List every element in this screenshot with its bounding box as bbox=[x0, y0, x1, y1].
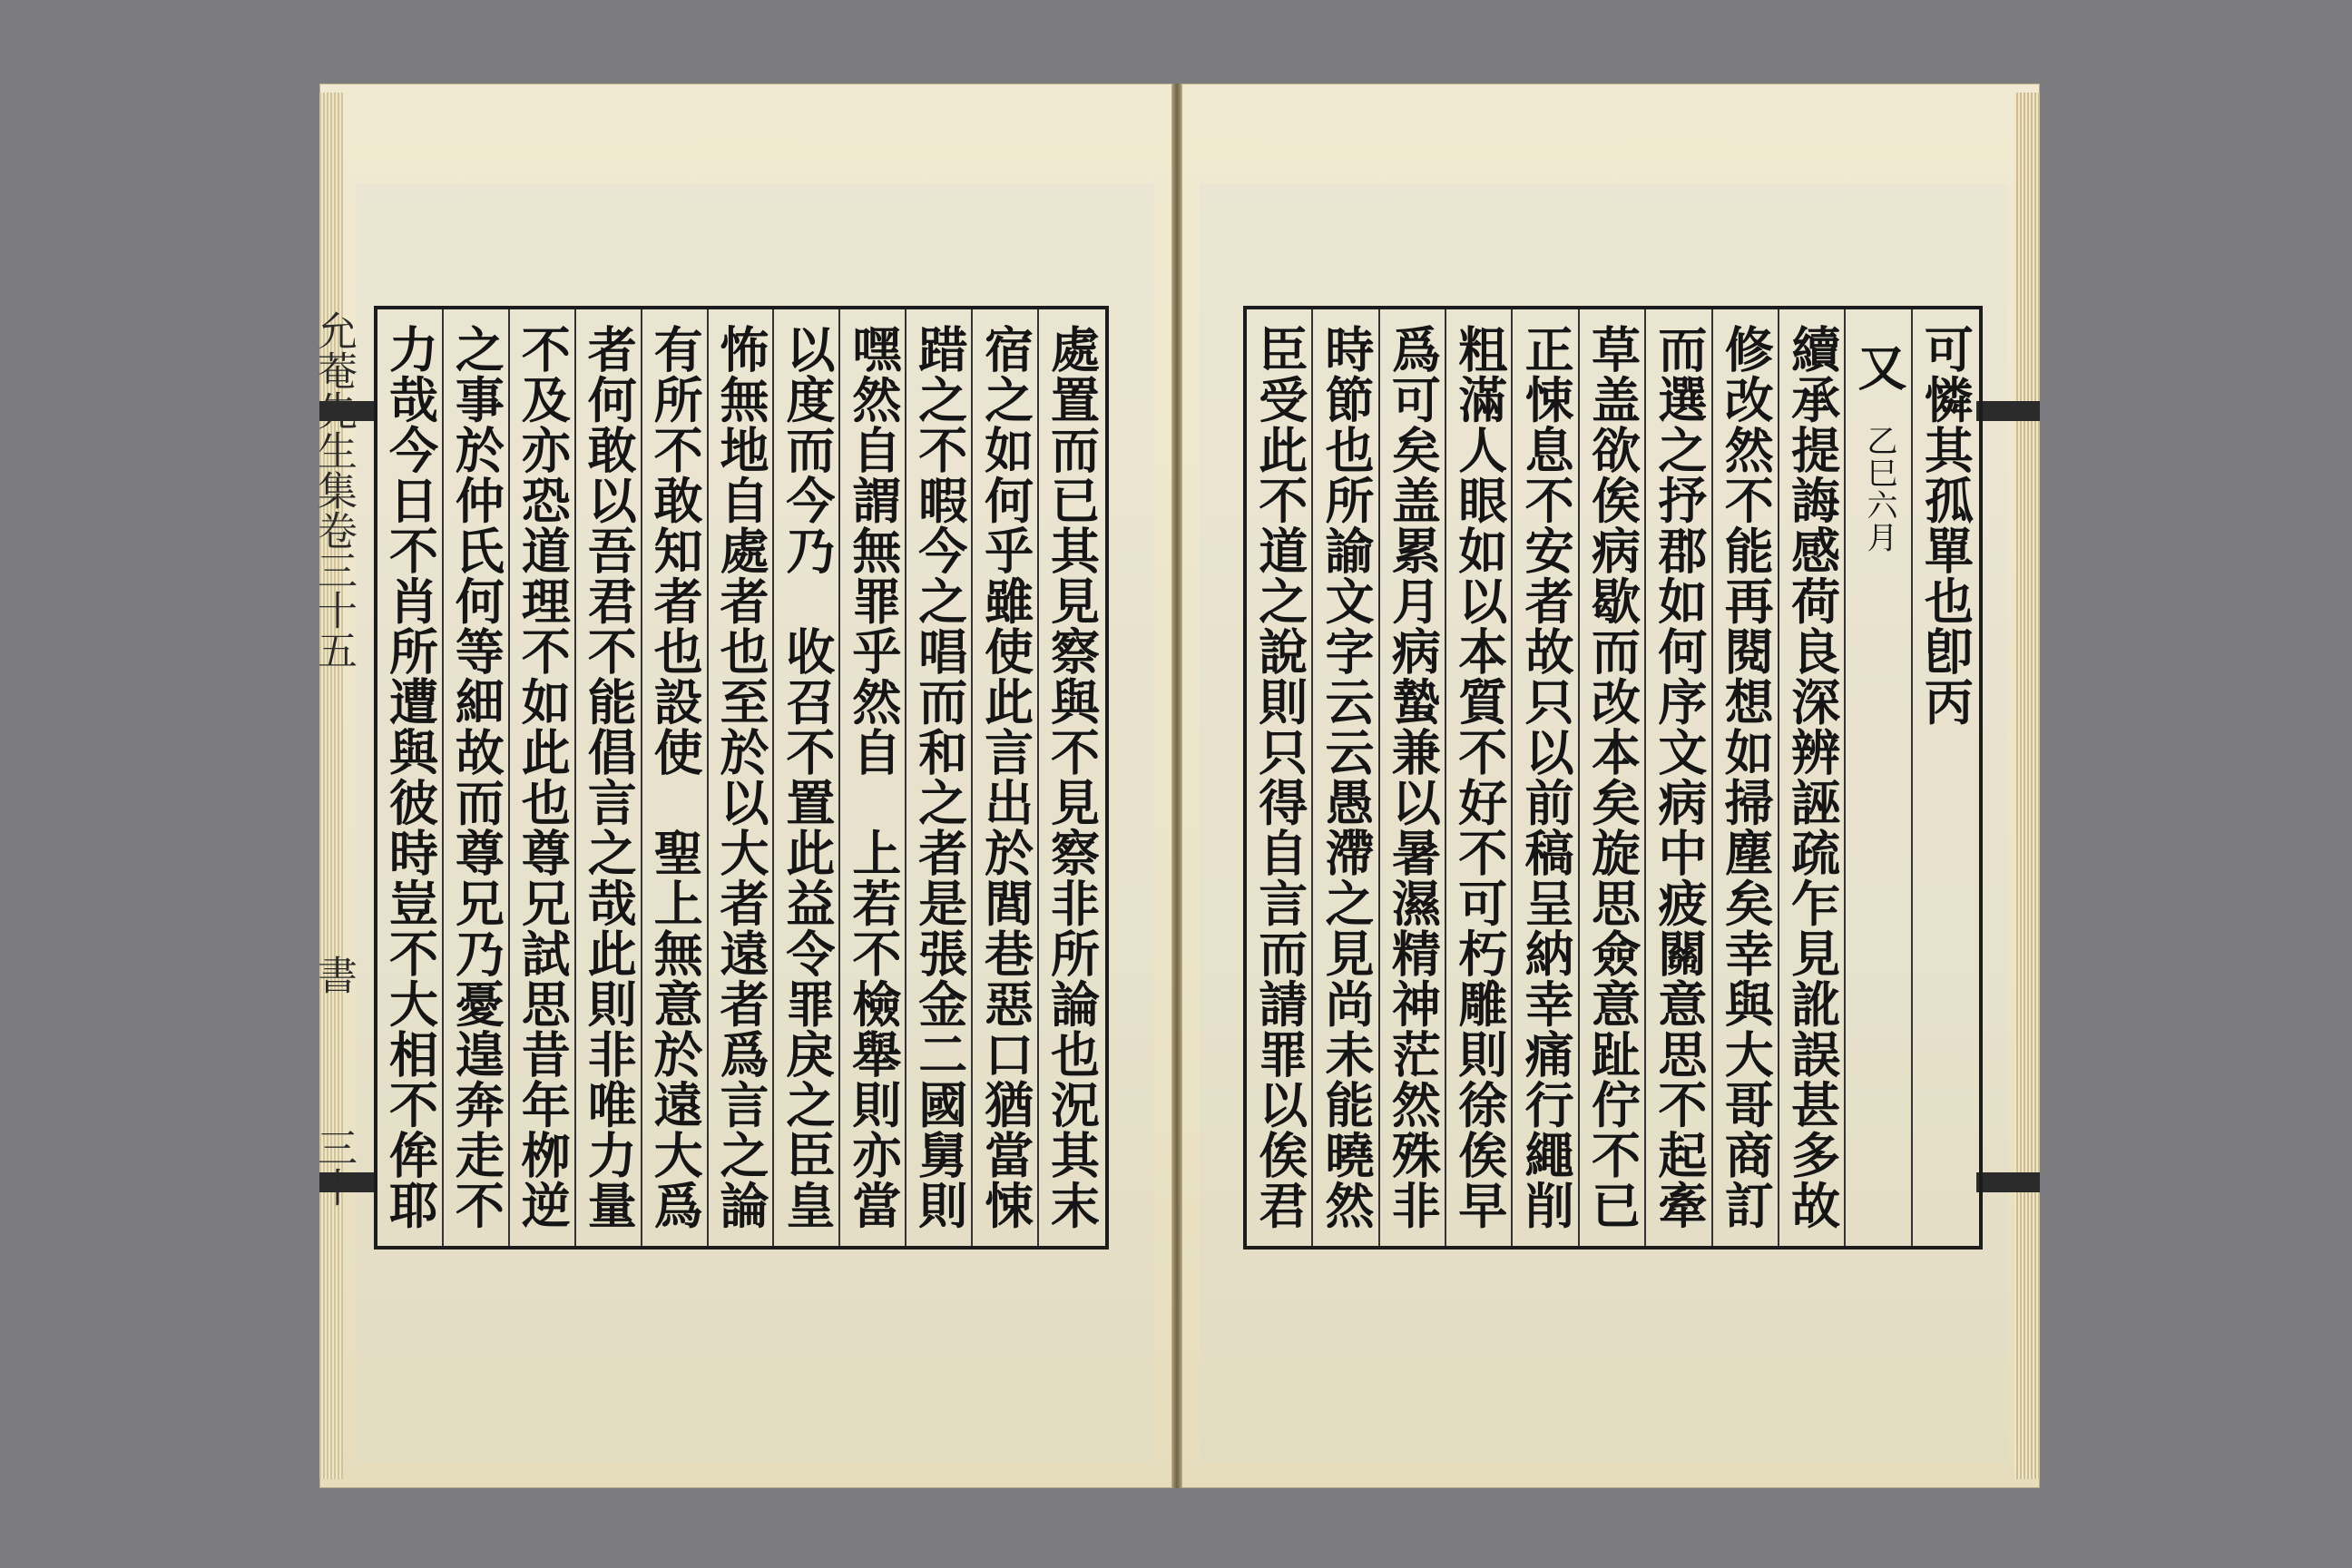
text-column: 有所不敢知者也設使 聖上無意於遠大爲 bbox=[646, 324, 705, 1230]
text-column: 之事於仲氏何等細故而尊兄乃憂遑奔走不 bbox=[447, 324, 506, 1230]
text-column: 不及亦恐道理不如此也尊兄試思昔年栁逆 bbox=[514, 324, 573, 1230]
column-rule bbox=[1311, 309, 1313, 1246]
text-column: 以度而今乃 收召不置此益令罪戾之臣皇 bbox=[778, 324, 837, 1230]
date-note: 乙巳六月 bbox=[1860, 392, 1897, 554]
column-rule bbox=[707, 309, 709, 1246]
left-text-frame bbox=[374, 306, 1109, 1250]
text-column: 時節也所諭文字云云愚滯之見尚未能曉然 bbox=[1318, 324, 1377, 1230]
column-rule bbox=[971, 309, 973, 1246]
column-rule bbox=[1711, 309, 1713, 1246]
column-rule bbox=[1911, 309, 1913, 1246]
margin-section: 書 bbox=[310, 955, 357, 995]
text-column: 力哉今日不肖所遭與彼時豈不大相不侔耶 bbox=[381, 324, 440, 1230]
text-column: 粗滿人眼如以本質不好不可朽雕則徐俟早 bbox=[1450, 324, 1509, 1230]
column-rule bbox=[838, 309, 840, 1246]
column-rule bbox=[1578, 309, 1580, 1246]
text-column: 臣受此不道之說則只得自言而請罪以俟君 bbox=[1250, 324, 1309, 1230]
text-column: 爲可矣盖累月病蟄兼以暑濕精神茫然殊非 bbox=[1384, 324, 1443, 1230]
column-rule bbox=[641, 309, 642, 1246]
binding-tie bbox=[1976, 401, 2040, 421]
text-column: 踖之不暇今之唱而和之者是張金二國舅則 bbox=[910, 324, 969, 1230]
right-page-edge bbox=[2014, 93, 2040, 1479]
margin-folio: 三十 bbox=[310, 1127, 357, 1207]
text-column: 處置而已其見察與不見察非所論也況其末 bbox=[1043, 324, 1102, 1230]
text-column: 續承提誨感荷良深辨誣疏乍見訛誤甚多故 bbox=[1783, 324, 1842, 1230]
column-rule bbox=[1778, 309, 1779, 1246]
text-column: 正悚息不安者故只以前稿呈納幸痛行繩削 bbox=[1517, 324, 1576, 1230]
text-column: 又 乙巳六月 bbox=[1849, 342, 1908, 554]
column-rule bbox=[772, 309, 774, 1246]
column-rule bbox=[1844, 309, 1846, 1246]
right-text-frame bbox=[1243, 306, 1983, 1250]
column-rule bbox=[905, 309, 906, 1246]
text-column: 而選之抒郡如何序文病中疲關意思不起牽 bbox=[1650, 324, 1709, 1230]
text-column: 嘿然自謂無罪乎然自 上若不檢舉則亦當 bbox=[844, 324, 903, 1230]
text-column: 可憐其孤單也卽丙 bbox=[1916, 324, 1975, 727]
open-book bbox=[309, 83, 2051, 1488]
right-page bbox=[1181, 83, 2040, 1488]
binding-tie bbox=[1976, 1172, 2040, 1192]
text-column: 修改然不能再閱想如掃塵矣幸與大哥商訂 bbox=[1717, 324, 1776, 1230]
text-column: 宿之如何乎雖使此言出於閭巷惡口猶當悚 bbox=[976, 324, 1035, 1230]
column-rule bbox=[1511, 309, 1513, 1246]
book-gutter bbox=[1172, 83, 1181, 1488]
column-rule bbox=[442, 309, 444, 1246]
text-column: 者何敢以吾君不能倡言之哉此則非唯力量 bbox=[580, 324, 639, 1230]
column-rule bbox=[508, 309, 510, 1246]
column-rule bbox=[1445, 309, 1446, 1246]
text-column: 草盖欲俟病歇而改本矣旋思僉意趾佇不已 bbox=[1583, 324, 1642, 1230]
left-page bbox=[310, 83, 1172, 1488]
column-rule bbox=[1644, 309, 1646, 1246]
text-column: 怖無地自處者也至於以大者遠者爲言之論 bbox=[712, 324, 770, 1230]
column-rule bbox=[1037, 309, 1039, 1246]
margin-title: 允菴先生集卷三十五 bbox=[310, 310, 357, 670]
column-rule bbox=[1378, 309, 1380, 1246]
column-rule bbox=[574, 309, 576, 1246]
